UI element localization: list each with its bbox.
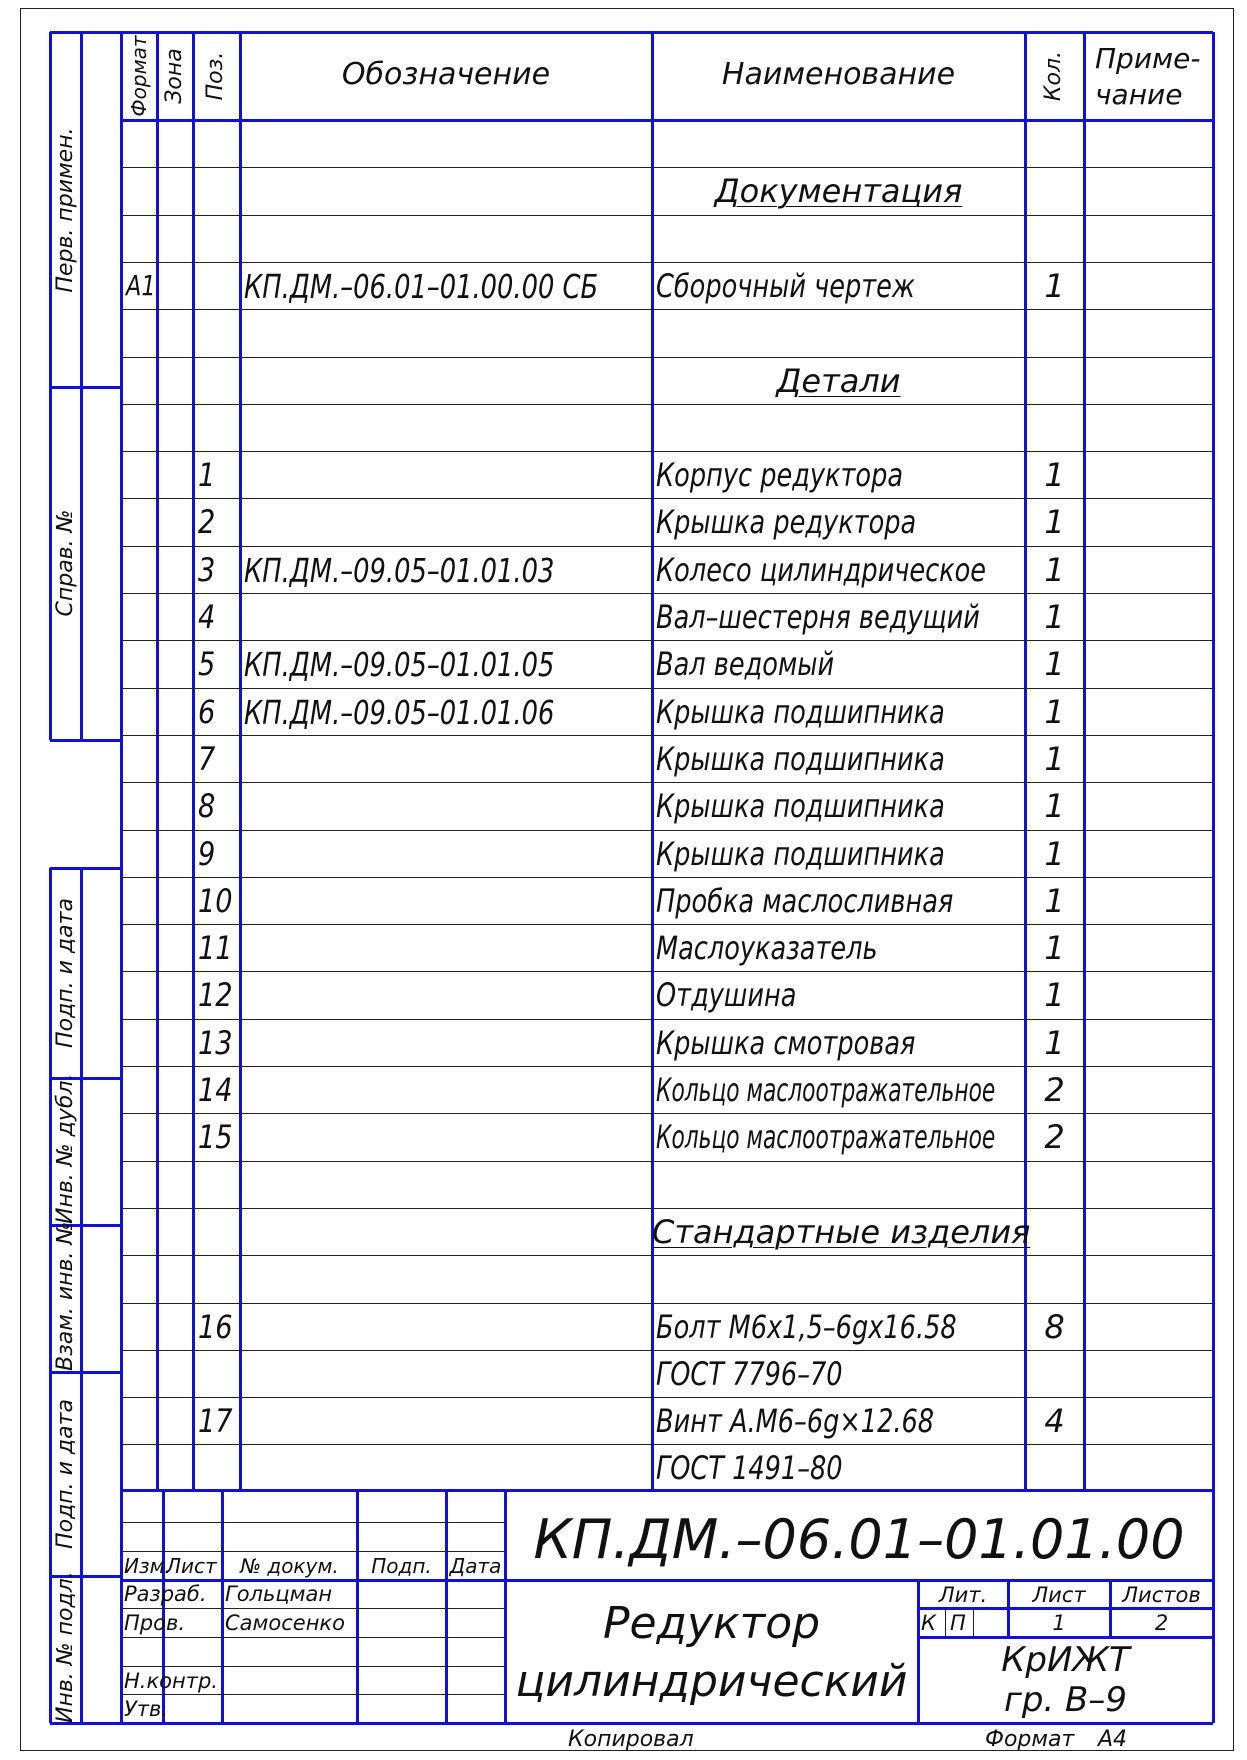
side-label-sprav-no: Справ. №: [53, 509, 78, 617]
frame-line: [50, 31, 121, 34]
table-row: [121, 404, 1213, 451]
header-pos: Поз.: [203, 51, 228, 101]
row-qty: 1: [1044, 881, 1065, 920]
header-zone: Зона: [162, 48, 187, 104]
col-izm-label: Изм.: [124, 1554, 172, 1578]
table-row: [121, 1161, 1213, 1208]
prov-label: Пров.: [124, 1611, 186, 1635]
header-format: Формат: [127, 35, 151, 117]
row-name: Сборочный чертеж: [656, 266, 915, 305]
row-pos: 15: [198, 1118, 233, 1157]
side-label-podp-data-2: Подп. и дата: [53, 1399, 78, 1549]
row-qty: 8: [1044, 1307, 1065, 1346]
row-name: ГОСТ 7796–70: [656, 1354, 843, 1393]
row-qty: 1: [1044, 456, 1065, 495]
row-name: Крышка подшипника: [656, 739, 945, 778]
row-name: Крышка смотровая: [656, 1023, 916, 1062]
org-group: гр. В–9: [1003, 1680, 1128, 1720]
product-title-line1: Редуктор: [602, 1598, 821, 1649]
row-name: Крышка подшипника: [656, 787, 945, 826]
frame-line: [221, 1490, 224, 1723]
row-line: [945, 1608, 946, 1637]
page-border: [20, 8, 21, 1751]
table-row: [121, 215, 1213, 262]
side-label-inv-dubl: Инв. № дубл.: [53, 1073, 78, 1224]
row-designation: КП.ДМ.–06.01–01.00.00 СБ: [244, 266, 599, 306]
row-qty: 2: [1044, 1118, 1065, 1157]
row-designation: КП.ДМ.–09.05–01.01.06: [244, 692, 555, 732]
header-note-line2: чание: [1095, 78, 1183, 111]
section-heading: Стандартные изделия: [652, 1212, 1031, 1251]
col-dokum-label: № докум.: [240, 1554, 339, 1578]
frame-line: [50, 386, 121, 389]
footer-format-label: Формат: [985, 1727, 1075, 1752]
row-name: ГОСТ 1491–80: [656, 1449, 843, 1488]
row-name: Кольцо маслоотражательное: [656, 1071, 996, 1109]
lit-2-value: П: [950, 1611, 966, 1635]
frame-line: [356, 1490, 359, 1723]
row-name: Вал ведомый: [656, 645, 835, 684]
list-value: 1: [1052, 1611, 1066, 1635]
frame-line: [50, 739, 121, 742]
row-designation: КП.ДМ.–09.05–01.01.03: [244, 550, 555, 590]
row-qty: 1: [1044, 645, 1065, 684]
table-row: [121, 1255, 1213, 1302]
header-qty: Кол.: [1041, 50, 1066, 102]
row-pos: 1: [198, 456, 216, 495]
row-line: [121, 1522, 505, 1523]
razrab-label: Разраб.: [124, 1582, 207, 1606]
list-label: Лист: [1032, 1583, 1086, 1607]
row-name: Колесо цилиндрическое: [656, 550, 987, 589]
row-format: А1: [126, 268, 156, 302]
row-line: [121, 1694, 505, 1695]
row-pos: 9: [198, 834, 216, 873]
row-name: Болт М6х1,5–6gх16.58: [656, 1307, 957, 1346]
frame-line: [445, 1490, 448, 1723]
row-name: Отдушина: [656, 976, 797, 1015]
side-label-vzam-inv: Взам. инв. №: [53, 1221, 78, 1371]
header-name: Наименование: [721, 57, 956, 92]
org-name: КрИЖТ: [1001, 1640, 1130, 1680]
row-line: [121, 1637, 505, 1638]
row-qty: 1: [1044, 266, 1065, 305]
row-qty: 1: [1044, 598, 1065, 636]
listov-label: Листов: [1122, 1583, 1201, 1607]
row-name: Винт А.М6–6g×12.68: [656, 1402, 935, 1441]
col-list-label: Лист: [166, 1554, 217, 1578]
row-pos: 10: [198, 881, 233, 920]
side-label-inv-podl: Инв. № подл.: [53, 1571, 78, 1723]
row-pos: 7: [198, 739, 216, 778]
section-heading: Документация: [714, 172, 963, 211]
row-qty: 1: [1044, 929, 1065, 968]
row-pos: 14: [198, 1071, 233, 1109]
table-row: [121, 120, 1213, 167]
row-qty: 1: [1044, 1023, 1065, 1062]
row-pos: 12: [198, 976, 233, 1015]
row-name: Пробка маслосливная: [656, 881, 954, 920]
utv-label: Утв.: [124, 1697, 169, 1721]
frame-line: [50, 1722, 1213, 1725]
razrab-name: Гольцман: [225, 1582, 333, 1606]
listov-value: 2: [1154, 1611, 1169, 1635]
side-label-podp-data-1: Подп. и дата: [53, 898, 78, 1048]
row-pos: 13: [198, 1023, 233, 1062]
side-label-perv-primen: Перв. примен.: [53, 127, 78, 293]
row-qty: 1: [1044, 503, 1065, 542]
row-qty: 1: [1044, 787, 1065, 826]
row-qty: 1: [1044, 739, 1065, 778]
row-pos: 11: [198, 929, 233, 968]
lit-1-value: К: [921, 1611, 936, 1635]
row-name: Крышка подшипника: [656, 692, 945, 731]
row-pos: 17: [198, 1402, 233, 1441]
product-title-line2: цилиндрический: [515, 1656, 908, 1707]
row-pos: 16: [198, 1307, 233, 1346]
prov-name: Самосенко: [225, 1611, 345, 1635]
row-qty: 1: [1044, 976, 1065, 1015]
row-name: Корпус редуктора: [656, 456, 904, 495]
row-qty: 1: [1044, 692, 1065, 731]
row-line: [121, 1666, 505, 1667]
col-podp-label: Подп.: [371, 1554, 432, 1578]
row-designation: КП.ДМ.–09.05–01.01.05: [244, 645, 555, 685]
row-name: Крышка подшипника: [656, 834, 945, 873]
header-note-line1: Приме-: [1095, 42, 1201, 75]
col-data-label: Дата: [449, 1554, 502, 1578]
lit-label: Лит.: [938, 1583, 988, 1607]
section-heading: Детали: [776, 361, 901, 400]
row-line: [973, 1608, 974, 1637]
frame-line: [50, 867, 121, 870]
frame-line: [918, 1636, 1213, 1639]
row-line: [121, 1551, 505, 1552]
row-pos: 8: [198, 787, 216, 826]
row-qty: 4: [1044, 1402, 1065, 1441]
footer-kopiroval: Копировал: [568, 1727, 694, 1752]
table-row: [121, 309, 1213, 356]
row-pos: 3: [198, 550, 216, 589]
row-qty: 2: [1044, 1071, 1065, 1109]
footer-format-value: А4: [1098, 1727, 1128, 1752]
row-name: Кольцо маслоотражательное: [656, 1118, 996, 1157]
row-name: Крышка редуктора: [656, 503, 917, 542]
row-line: [121, 1608, 505, 1609]
row-qty: 1: [1044, 550, 1065, 589]
row-pos: 6: [198, 692, 216, 731]
row-pos: 4: [198, 598, 216, 636]
page-border: [1233, 8, 1234, 1751]
row-name: Вал–шестерня ведущий: [656, 598, 980, 636]
page-border: [20, 8, 1234, 9]
row-pos: 5: [198, 645, 216, 684]
row-qty: 1: [1044, 834, 1065, 873]
document-code: КП.ДМ.–06.01–01.01.00: [533, 1508, 1185, 1571]
row-pos: 2: [198, 503, 216, 542]
nkontr-label: Н.контр.: [124, 1669, 218, 1693]
row-name: Маслоуказатель: [656, 929, 878, 968]
header-designation: Обозначение: [341, 57, 551, 92]
